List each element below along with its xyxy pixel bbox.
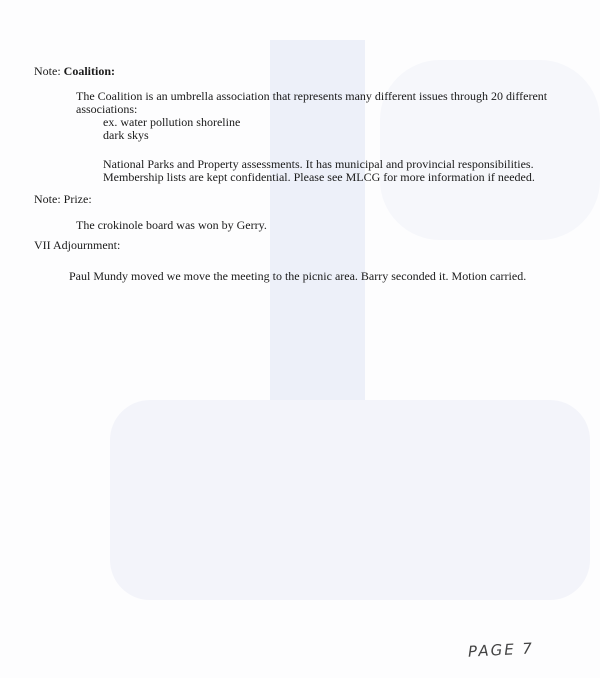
watermark-shape bbox=[380, 60, 600, 240]
coalition-paragraph2-line1: National Parks and Property assessments. It has municipal and provincial responsibilities. bbox=[103, 157, 534, 171]
coalition-example-1: ex. water pollution shoreline bbox=[103, 115, 241, 129]
adjournment-text: Paul Mundy moved we move the meeting to the picnic area. Barry seconded it. Motion carried. bbox=[69, 269, 527, 283]
watermark-shape bbox=[110, 400, 590, 600]
note-prefix: Note: bbox=[34, 64, 61, 78]
adjournment-heading: VII Adjournment: bbox=[34, 238, 121, 252]
page-number-handwritten: PAGE 7 bbox=[467, 639, 535, 661]
coalition-heading: Coalition: bbox=[63, 64, 116, 78]
prize-note-text: The crokinole board was won by Gerry. bbox=[76, 218, 267, 232]
coalition-example-2: dark skys bbox=[103, 128, 149, 142]
prize-note-label: Note: Prize: bbox=[34, 192, 92, 206]
coalition-description-line2: associations: bbox=[76, 102, 138, 116]
coalition-description-line1: The Coalition is an umbrella association that represents many different issues through 20 different bbox=[76, 89, 548, 103]
coalition-note-line bbox=[34, 65, 115, 78]
coalition-paragraph2-line2: Membership lists are kept confidential. Please see MLCG for more information if needed. bbox=[103, 170, 535, 184]
